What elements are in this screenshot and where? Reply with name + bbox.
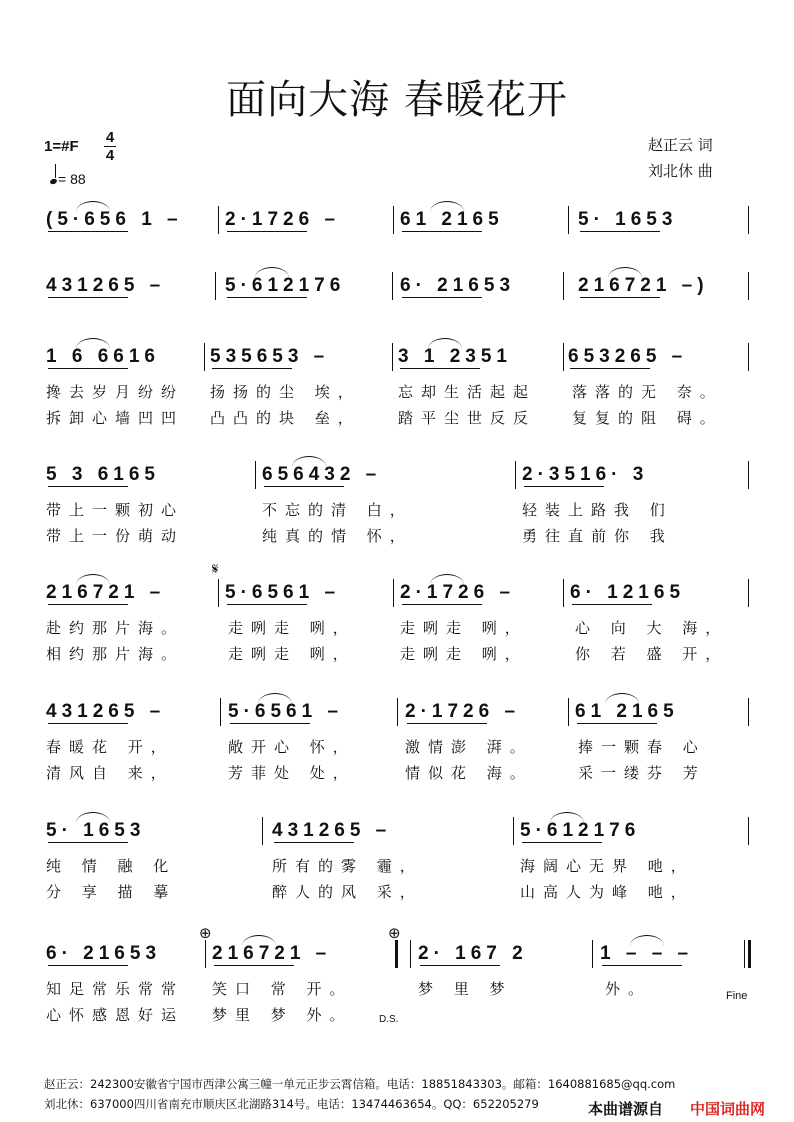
lyric-segment: 赴约那片海。 bbox=[46, 619, 185, 637]
lyric-line bbox=[0, 855, 794, 877]
beam-underline bbox=[48, 842, 128, 843]
composer-credit: 刘北休 曲 bbox=[648, 162, 713, 180]
measure: 1 6 6616 bbox=[46, 346, 160, 367]
measure: 2· 167 2 bbox=[418, 943, 528, 964]
beam-underline bbox=[274, 842, 354, 843]
lyric-segment: 芳菲处 处， bbox=[228, 764, 356, 782]
beam-underline bbox=[402, 297, 482, 298]
lyric-segment: 心 向 大 海， bbox=[575, 619, 729, 637]
bar-line bbox=[393, 579, 394, 607]
bar-line bbox=[568, 698, 569, 726]
bar-line bbox=[218, 579, 219, 607]
lyric-segment: 春暖花 开， bbox=[46, 738, 174, 756]
bar-line bbox=[748, 579, 749, 607]
score-row bbox=[0, 200, 794, 240]
brand-logo-text: 中国词曲网 bbox=[690, 1100, 766, 1118]
beam-underline bbox=[227, 297, 307, 298]
beam-underline bbox=[577, 723, 657, 724]
lyric-line bbox=[0, 407, 794, 429]
measure: 61 2165 bbox=[575, 701, 679, 722]
beam-underline bbox=[214, 965, 294, 966]
beam-underline bbox=[48, 297, 128, 298]
measure: 5· 1653 bbox=[578, 209, 678, 230]
lyric-segment: 拆卸心墙凹凹 bbox=[46, 409, 185, 427]
lyric-segment: 外。 bbox=[605, 980, 652, 998]
measure: 2·1726 – bbox=[400, 582, 516, 603]
bar-line bbox=[393, 206, 394, 234]
measure: 2·3516· 3 bbox=[522, 464, 649, 485]
measure: 5· 1653 bbox=[46, 820, 146, 841]
lyric-segment: 踏平尘世反反 bbox=[398, 409, 537, 427]
beam-underline bbox=[580, 297, 660, 298]
beam-underline bbox=[212, 368, 292, 369]
lyric-segment: 轻装上路我 们 bbox=[522, 501, 673, 519]
bar-line bbox=[748, 272, 749, 300]
measure: 1 – – – bbox=[600, 943, 694, 964]
lyric-line bbox=[0, 617, 794, 639]
bar-line bbox=[748, 206, 749, 234]
beam-underline bbox=[420, 965, 500, 966]
ds-marker: D.S. bbox=[379, 1014, 399, 1025]
beam-underline bbox=[48, 231, 128, 232]
measure: 5·6561 – bbox=[225, 582, 341, 603]
page-title: 面向大海 春暖花开 bbox=[226, 77, 568, 123]
quarter-note-icon bbox=[49, 178, 57, 185]
score-row bbox=[0, 811, 794, 851]
lyric-segment: 情似花 海。 bbox=[405, 764, 533, 782]
lyric-line bbox=[0, 762, 794, 784]
measure: 653265 – bbox=[568, 346, 688, 367]
measure: 2·1726 – bbox=[225, 209, 341, 230]
bar-line bbox=[392, 343, 393, 371]
beam-underline bbox=[400, 368, 480, 369]
beam-underline bbox=[602, 965, 682, 966]
lyric-segment: 海阔心无界 吔， bbox=[520, 857, 694, 875]
measure: 5 3 6165 bbox=[46, 464, 160, 485]
lyric-segment: 忘却生活起起 bbox=[398, 383, 537, 401]
lyric-segment: 梦 里 梦 bbox=[418, 980, 513, 998]
lyric-segment: 心怀感恩好运 bbox=[46, 1006, 185, 1024]
bar-line bbox=[410, 940, 411, 968]
key-signature bbox=[44, 129, 115, 164]
lyric-segment: 扬扬的尘 埃， bbox=[210, 383, 361, 401]
bar-line bbox=[563, 343, 564, 371]
time-numerator: 4 bbox=[105, 129, 115, 146]
beam-underline bbox=[570, 368, 650, 369]
lyric-segment: 激情澎 湃。 bbox=[405, 738, 533, 756]
measure: 61 2165 bbox=[400, 209, 504, 230]
measure: 5·612176 bbox=[520, 820, 641, 841]
lyric-segment: 搀去岁月纷纷 bbox=[46, 383, 185, 401]
bar-line bbox=[204, 343, 205, 371]
bar-line bbox=[255, 461, 256, 489]
coda-icon: ⊕ bbox=[199, 924, 212, 942]
lyric-segment: 走咧走 咧， bbox=[228, 645, 356, 663]
lyric-segment: 所有的雾 霾， bbox=[272, 857, 423, 875]
beam-underline bbox=[230, 723, 310, 724]
lyric-segment: 复复的阻 碍。 bbox=[572, 409, 723, 427]
bar-line bbox=[563, 272, 564, 300]
lyric-segment: 山高人为峰 吔， bbox=[520, 883, 694, 901]
lyric-segment: 采一缕芬 芳 bbox=[578, 764, 706, 782]
beam-underline bbox=[48, 486, 128, 487]
measure: 5·612176 bbox=[225, 275, 346, 296]
beam-underline bbox=[522, 842, 602, 843]
lyric-segment: 纯真的情 怀， bbox=[262, 527, 413, 545]
score-row bbox=[0, 455, 794, 495]
lyric-segment: 知足常乐常常 bbox=[46, 980, 185, 998]
bar-line bbox=[748, 461, 749, 489]
beam-underline bbox=[524, 486, 604, 487]
time-signature bbox=[102, 129, 118, 164]
beam-underline bbox=[48, 368, 128, 369]
lyric-segment: 捧一颗春 心 bbox=[578, 738, 706, 756]
lyric-segment: 清风自 来， bbox=[46, 764, 174, 782]
tempo-value: = 88 bbox=[58, 171, 86, 187]
bar-line bbox=[262, 817, 263, 845]
measure: 6· 12165 bbox=[570, 582, 686, 603]
footer-composer-contact: 刘北休：637000四川省南充市顺庆区北湖路314号。电话：13474463654。QQ：652205279 bbox=[44, 1097, 539, 1111]
lyric-line bbox=[0, 525, 794, 547]
bar-line bbox=[563, 579, 564, 607]
lyric-segment: 你 若 盛 开， bbox=[575, 645, 729, 663]
beam-underline bbox=[580, 231, 660, 232]
lyric-segment: 梦里 梦 外。 bbox=[212, 1006, 353, 1024]
bar-line bbox=[397, 698, 398, 726]
beam-underline bbox=[572, 604, 652, 605]
lyric-segment: 笑口 常 开。 bbox=[212, 980, 353, 998]
beam-underline bbox=[48, 965, 128, 966]
measure: 216721 –) bbox=[578, 275, 709, 296]
measure: 6· 21653 bbox=[46, 943, 162, 964]
bar-line bbox=[220, 698, 221, 726]
lyric-segment: 凸凸的块 垒， bbox=[210, 409, 361, 427]
lyric-segment: 走咧走 咧， bbox=[400, 645, 528, 663]
lyric-line bbox=[0, 499, 794, 521]
beam-underline bbox=[48, 723, 128, 724]
lyric-segment: 醉人的风 采， bbox=[272, 883, 423, 901]
repeat-bar-line bbox=[744, 940, 745, 968]
measure: 656432 – bbox=[262, 464, 382, 485]
measure: 2·1726 – bbox=[405, 701, 521, 722]
bar-line bbox=[748, 817, 749, 845]
measure: 431265 – bbox=[46, 701, 166, 722]
measure: 216721 – bbox=[46, 582, 166, 603]
measure: 431265 – bbox=[272, 820, 392, 841]
beam-underline bbox=[227, 604, 307, 605]
repeat-bar-line bbox=[395, 940, 398, 968]
fine-marker: Fine bbox=[726, 990, 748, 1002]
lyric-line bbox=[0, 643, 794, 665]
measure: 216721 – bbox=[212, 943, 332, 964]
lyric-segment: 走咧走 咧， bbox=[228, 619, 356, 637]
lyric-segment: 不忘的清 白， bbox=[262, 501, 413, 519]
coda-icon: ⊕ bbox=[388, 924, 401, 942]
beam-underline bbox=[407, 723, 487, 724]
measure: 431265 – bbox=[46, 275, 166, 296]
time-denominator: 4 bbox=[105, 147, 115, 164]
lyric-segment: 带上一颗初心 bbox=[46, 501, 185, 519]
beam-underline bbox=[227, 231, 307, 232]
source-label: 本曲谱源自 bbox=[588, 1100, 664, 1118]
measure: 6· 21653 bbox=[400, 275, 516, 296]
measure: (5·656 1 – bbox=[46, 209, 183, 230]
measure: 535653 – bbox=[210, 346, 330, 367]
bar-line bbox=[392, 272, 393, 300]
beam-underline bbox=[48, 604, 128, 605]
score-row bbox=[0, 266, 794, 306]
lyric-segment: 相约那片海。 bbox=[46, 645, 185, 663]
footer-lyricist-contact: 赵正云：242300安徽省宁国市西津公寓三幢一单元正步云霄信箱。电话：18851843303。邮箱：1640881685@qq.com bbox=[44, 1077, 676, 1091]
segno-icon: 𝄋 bbox=[212, 560, 219, 578]
tempo-marking bbox=[50, 170, 86, 187]
lyric-segment: 落落的无 奈。 bbox=[572, 383, 723, 401]
lyric-line bbox=[0, 978, 794, 1000]
lyric-segment: 敞开心 怀， bbox=[228, 738, 356, 756]
lyric-line bbox=[0, 881, 794, 903]
lyric-segment: 走咧走 咧， bbox=[400, 619, 528, 637]
lyricist-credit: 赵正云 词 bbox=[648, 136, 713, 154]
lyric-segment: 分 享 描 摹 bbox=[46, 883, 177, 901]
lyric-segment: 勇往直前你 我 bbox=[522, 527, 673, 545]
bar-line bbox=[748, 940, 751, 968]
bar-line bbox=[748, 698, 749, 726]
beam-underline bbox=[402, 231, 482, 232]
measure: 3 1 2351 bbox=[398, 346, 512, 367]
lyric-line bbox=[0, 381, 794, 403]
bar-line bbox=[568, 206, 569, 234]
bar-line bbox=[515, 461, 516, 489]
lyric-segment: 带上一份萌动 bbox=[46, 527, 185, 545]
bar-line bbox=[215, 272, 216, 300]
lyric-line bbox=[0, 736, 794, 758]
score-row bbox=[0, 692, 794, 732]
bar-line bbox=[218, 206, 219, 234]
beam-underline bbox=[264, 486, 344, 487]
score-row bbox=[0, 337, 794, 377]
score-row bbox=[0, 573, 794, 613]
bar-line bbox=[205, 940, 206, 968]
beam-underline bbox=[402, 604, 482, 605]
key-label: 1=#F bbox=[44, 138, 79, 155]
bar-line bbox=[592, 940, 593, 968]
measure: 5·6561 – bbox=[228, 701, 344, 722]
lyric-segment: 纯 情 融 化 bbox=[46, 857, 177, 875]
bar-line bbox=[748, 343, 749, 371]
bar-line bbox=[513, 817, 514, 845]
